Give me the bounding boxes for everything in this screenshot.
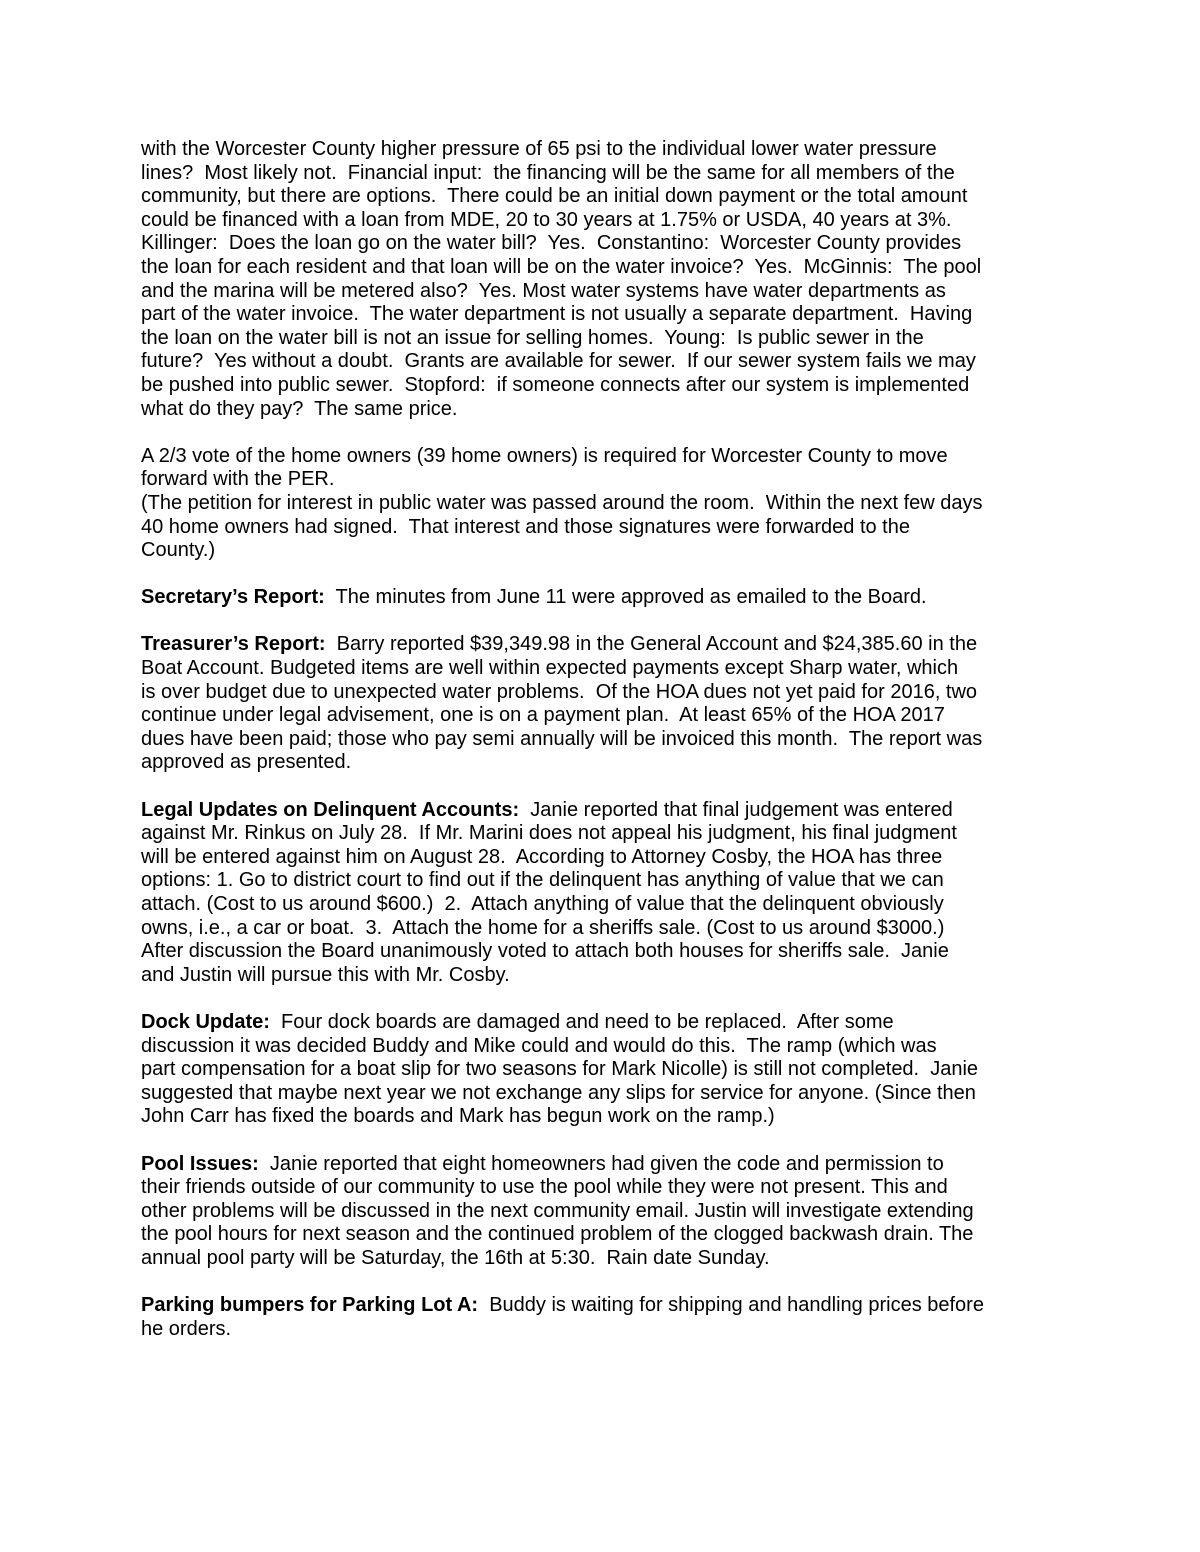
text-line: approved as presented. — [141, 751, 352, 774]
text-line: be pushed into public sewer. Stopford: if someone connects after our system is implemented — [141, 373, 970, 396]
text-line: their friends outside of our community to use the pool while they were not present. This and — [141, 1176, 948, 1199]
text-line: is over budget due to unexpected water problems. Of the HOA dues not yet paid for 2016, two — [141, 680, 978, 703]
section-text: The minutes from June 11 were approved as emailed to the Board. — [324, 586, 927, 609]
treasurer-report-section — [141, 633, 1071, 775]
text-line — [141, 1294, 1071, 1318]
text-line: the loan for each resident and that loan will be on the water invoice? Yes. McGinnis: The pool — [141, 255, 982, 278]
section-heading: Dock Update: — [141, 1010, 270, 1033]
text-line — [141, 633, 1071, 657]
section-heading: Parking bumpers for Parking Lot A: — [141, 1294, 479, 1317]
vote-paragraph — [141, 445, 1071, 563]
text-line: he orders. — [141, 1317, 232, 1340]
text-line — [141, 1011, 1071, 1035]
text-line: and the marina will be metered also? Yes. Most water systems have water departments as — [141, 279, 946, 302]
section-heading: Pool Issues: — [141, 1152, 259, 1175]
text-line: other problems will be discussed in the next community email. Justin will investigate extending — [141, 1199, 974, 1222]
text-line: lines? Most likely not. Financial input: the financing will be the same for all members of the — [141, 161, 955, 184]
text-line: future? Yes without a doubt. Grants are available for sewer. If our sewer system fails we may — [141, 350, 976, 373]
text-line: attach. (Cost to us around $600.) 2. Attach anything of value that the delinquent obviously — [141, 893, 944, 915]
section-text: Janie reported that eight homeowners had given the code and permission to — [258, 1152, 944, 1175]
text-line: County.) — [141, 539, 216, 562]
text-line: part of the water invoice. The water department is not usually a separate department. Having — [141, 303, 973, 326]
text-line: part compensation for a boat slip for two seasons for Mark Nicolle) is still not completed. Janie — [141, 1058, 979, 1081]
text-line: against Mr. Rinkus on July 28. If Mr. Marini does not appeal his judgment, his final judgment — [141, 822, 957, 845]
text-line: Killinger: Does the loan go on the water bill? Yes. Constantino: Worcester County provides — [141, 232, 962, 255]
text-line: owns, i.e., a car or boat. 3. Attach the home for a sheriffs sale. (Cost to us around $3000.) — [141, 916, 945, 939]
text-line: dues have been paid; those who pay semi annually will be invoiced this month. The report was — [141, 727, 983, 750]
secretary-report-section — [141, 586, 1071, 610]
text-line: and Justin will pursue this with Mr. Cosby. — [141, 963, 510, 986]
text-line: options: 1. Go to district court to find out if the delinquent has anything of value that we can — [141, 869, 944, 892]
pool-issues-section — [141, 1153, 1071, 1271]
text-line — [141, 586, 1071, 610]
section-text: Buddy is waiting for shipping and handling prices before — [478, 1294, 984, 1317]
text-line: John Carr has fixed the boards and Mark has begun work on the ramp.) — [141, 1105, 775, 1128]
document-page — [141, 138, 1071, 1365]
text-line: the loan on the water bill is not an issue for selling homes. Young: Is public sewer in the — [141, 326, 924, 349]
section-text: Four dock boards are damaged and need to be replaced. After some — [269, 1010, 894, 1033]
text-line: A 2/3 vote of the home owners (39 home owners) is required for Worcester County to move — [141, 444, 948, 467]
text-line: the pool hours for next season and the continued problem of the clogged backwash drain. The — [141, 1223, 974, 1246]
text-line: continue under legal advisement, one is on a payment plan. At least 65% of the HOA 2017 — [141, 704, 945, 727]
text-line — [141, 799, 1071, 823]
text-line: discussion it was decided Buddy and Mike could and would do this. The ramp (which was — [141, 1034, 937, 1057]
section-text: Janie reported that final judgement was entered — [519, 798, 953, 821]
text-line: will be entered against him on August 28. According to Attorney Cosby, the HOA has three — [141, 845, 943, 868]
section-text: Barry reported $39,349.98 in the General Account and $24,385.60 in the — [325, 633, 978, 656]
text-line: After discussion the Board unanimously voted to attach both houses for sheriffs sale. Janie — [141, 940, 949, 963]
text-line: community, but there are options. There could be an initial down payment or the total amount — [141, 185, 968, 208]
section-heading: Legal Updates on Delinquent Accounts: — [141, 798, 520, 821]
water-discussion-paragraph — [141, 138, 1071, 421]
text-line: suggested that maybe next year we not exchange any slips for service for anyone. (Since then — [141, 1081, 976, 1104]
section-heading: Secretary’s Report: — [141, 586, 325, 609]
text-line: (The petition for interest in public water was passed around the room. Within the next few days — [141, 491, 983, 514]
legal-updates-section — [141, 799, 1071, 988]
text-line: could be financed with a loan from MDE, 20 to 30 years at 1.75% or USDA, 40 years at 3%. — [141, 208, 952, 231]
dock-update-section — [141, 1011, 1071, 1129]
section-heading: Treasurer’s Report: — [141, 633, 326, 656]
text-line — [141, 1153, 1071, 1177]
text-line: annual pool party will be Saturday, the 16th at 5:30. Rain date Sunday. — [141, 1246, 770, 1269]
text-line: with the Worcester County higher pressure of 65 psi to the individual lower water pressure — [141, 138, 937, 160]
parking-bumpers-section — [141, 1294, 1071, 1341]
text-line: what do they pay? The same price. — [141, 397, 458, 420]
text-line: forward with the PER. — [141, 468, 335, 491]
text-line: 40 home owners had signed. That interest and those signatures were forwarded to the — [141, 515, 910, 538]
text-line: Boat Account. Budgeted items are well within expected payments except Sharp water, which — [141, 657, 959, 680]
